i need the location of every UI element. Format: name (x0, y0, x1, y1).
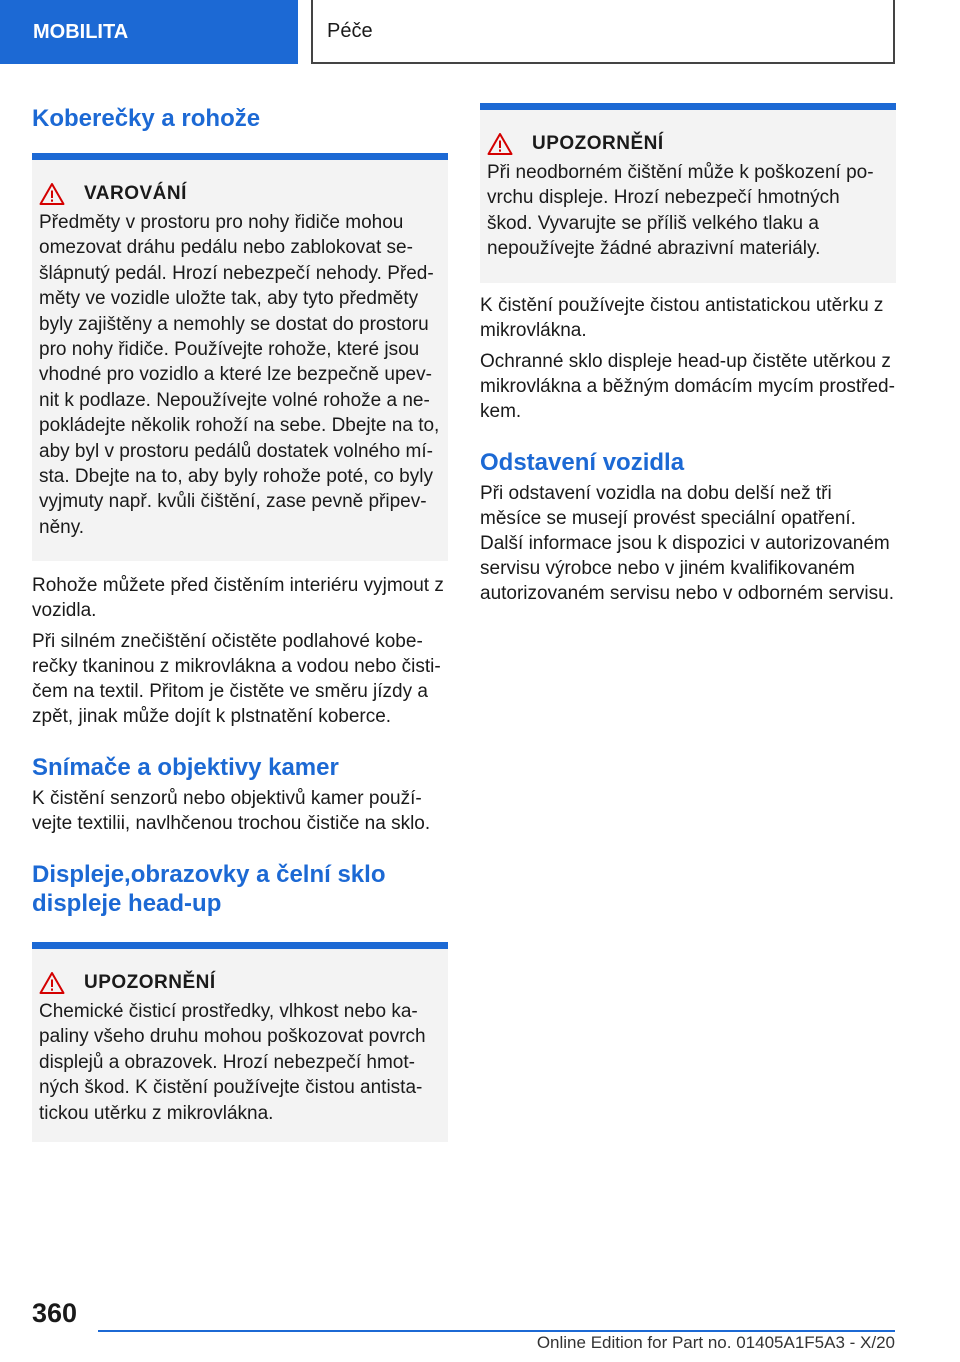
warning-box-displays (32, 942, 448, 1142)
paragraph-antistatic: K čistění používejte čistou antistatickou utěrku z mikrovlákna. (480, 295, 884, 341)
heading-parking: Odstavení vozidla (480, 449, 685, 476)
right-column (480, 103, 896, 606)
warning-title: UPOZORNĚNÍ (532, 133, 664, 154)
warning-text: Předměty v prostoru pro nohy řidiče mohou omezovat dráhu pedálu nebo zablokovat sešlápnutý pedál. Hrozí nebezpečí nehody. Předměty ve vozidle uložte tak, aby tyto předměty byly zajištěny a nemohly se dostat do prostoru pro nohy řidiče. Používejte rohože, které jsou vhodné pro vozidlo a které lze bezpečně upevnit k podlaze. Nepoužívejte volné rohože a nepokládejte několik rohoží na sebe. Dbejte na to, aby byl v prostoru pedálů dostatek volného místa. Dbejte na to, aby byly rohože poté, co byly vyjmuty např. kvůli čištění, zase pevně připevněny. (39, 212, 440, 538)
warning-box-headup (480, 103, 896, 283)
paragraph-parking: Při odstavení vozidla na dobu delší než tři měsíce se musejí provést speciální opatření. Další informace jsou k dispozici v autorizovaném servisu výrobce nebo v jiném kvalifikovaném autorizovaném servisu nebo v odborném servisu. (480, 483, 894, 604)
warning-box-varovani (32, 153, 448, 561)
paragraph-headup-glass: Ochranné sklo displeje head-up čistěte utěrkou z mikrovlákna a běžným domácím mycím prostředkem. (480, 351, 895, 422)
heading-carpets: Koberečky a rohože (32, 105, 261, 132)
warning-text: Chemické čisticí prostředky, vlhkost nebo kapaliny všeho druhu mohou poškozovat povrch displejů a obrazovek. Hrozí nebezpečí hmotných škod. K čistění používejte čistou antistatickou utěrku z mikrovlákna. (39, 1001, 426, 1124)
paragraph-remove-mats: Rohože můžete před čistěním interiéru vyjmout z vozidla. (32, 575, 444, 621)
footer-edition: Online Edition for Part no. 01405A1F5A3 - X/20 (536, 1333, 895, 1352)
warning-title: UPOZORNĚNÍ (84, 972, 216, 993)
chapter-tab[interactable]: Péče (311, 0, 895, 64)
warning-triangle-icon (39, 971, 65, 995)
paragraph-heavy-soiling: Při silném znečištění očistěte podlahové koberečky tkaninou z mikrovlákna a vodou nebo čističem na textil. Přitom je čistěte ve směru jízdy a zpět, jinak může dojít k plstnatění koberce. (32, 631, 441, 727)
warning-text: Při neodborném čištění může k poškození povrchu displeje. Hrozí nebezpečí hmotných škod. Vyvarujte se příliš velkého tlaku a nepoužívejte žádné abrazivní materiály. (487, 162, 874, 260)
heading-sensors-cameras: Snímače a objektivy kamer (32, 754, 339, 781)
warning-triangle-icon (487, 132, 513, 156)
page-number: 360 (32, 1298, 78, 1328)
warning-title: VAROVÁNÍ (84, 183, 187, 204)
left-column (32, 96, 448, 1142)
paragraph-sensors: K čistění senzorů nebo objektivů kamer používejte textilii, navlhčenou trochou čističe na sklo. (32, 788, 431, 834)
warning-triangle-icon (39, 182, 65, 206)
footer-divider (98, 1330, 895, 1332)
page-header (0, 0, 960, 66)
heading-displays: Displeje,obrazovky a čelní sklo displeje head-up (32, 861, 386, 917)
section-tab[interactable]: MOBILITA (0, 0, 298, 64)
